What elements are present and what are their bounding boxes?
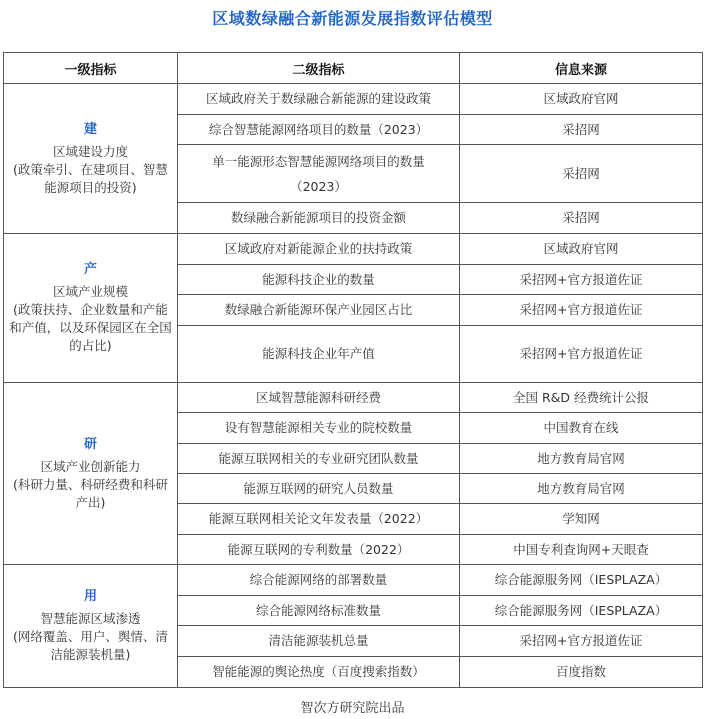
category-desc: (政策牵引、在建项目、智慧能源项目的投资)	[13, 161, 168, 195]
header-level1: 一级指标	[4, 53, 178, 84]
source-cell: 地方教育局官网	[460, 474, 703, 504]
indicator-cell: 能源科技企业的数量	[178, 265, 460, 295]
source-cell: 地方教育局官网	[460, 444, 703, 474]
source-cell: 学知网	[460, 504, 703, 535]
header-source: 信息来源	[460, 53, 703, 84]
indicator-cell: 综合能源网络标准数量	[178, 596, 460, 626]
category-letter: 建	[83, 121, 97, 137]
category-name: 区域产业规模	[52, 284, 128, 299]
source-cell: 中国教育在线	[460, 413, 703, 444]
category-desc: (科研力量、科研经费和科研产出)	[13, 476, 168, 510]
source-cell: 采招网	[460, 145, 703, 203]
indicator-cell: 单一能源形态智慧能源网络项目的数量（2023）	[178, 145, 460, 203]
category-letter: 研	[83, 436, 97, 452]
category-desc: (政策扶持、企业数量和产能和产值，以及环保园区在全国的占比)	[9, 302, 172, 353]
source-cell: 采招网	[460, 115, 703, 145]
indicator-cell: 能源互联网相关论文年发表量（2022）	[178, 504, 460, 535]
indicator-cell: 区域政府对新能源企业的扶持政策	[178, 234, 460, 265]
category-name: 区域产业创新能力	[40, 458, 141, 474]
table-row	[4, 234, 703, 265]
source-cell: 采招网+官方报道佐证	[460, 265, 703, 295]
indicator-cell: 综合能源网络的部署数量	[178, 565, 460, 596]
table-row	[4, 565, 703, 596]
indicator-cell: 区域政府关于数绿融合新能源的建设政策	[178, 84, 460, 115]
page-title: 区域数绿融合新能源发展指数评估模型	[212, 9, 493, 28]
indicator-cell: 数绿融合新能源项目的投资金额	[178, 203, 460, 234]
source-cell: 综合能源服务网（IESPLAZA）	[460, 565, 703, 596]
source-cell: 采招网+官方报道佐证	[460, 326, 703, 383]
source-cell: 中国专利查询网+天眼查	[460, 535, 703, 565]
indicator-cell: 能源互联网的研究人员数量	[178, 474, 460, 504]
category-research-cell	[4, 383, 178, 565]
source-cell: 区域政府官网	[460, 234, 703, 265]
table-row	[4, 383, 703, 413]
source-cell: 百度指数	[460, 657, 703, 688]
header-row	[4, 53, 703, 84]
indicator-cell: 区域智慧能源科研经费	[178, 383, 460, 413]
category-desc: (网络覆盖、用户、舆情、清洁能源装机量)	[13, 629, 168, 662]
indicator-cell: 设有智慧能源相关专业的院校数量	[178, 413, 460, 444]
indicator-cell: 能源科技企业年产值	[178, 326, 460, 383]
indicator-cell: 清洁能源装机总量	[178, 626, 460, 657]
source-cell: 采招网+官方报道佐证	[460, 295, 703, 326]
indicator-cell: 能源互联网相关的专业研究团队数量	[178, 444, 460, 474]
index-model-table	[3, 52, 703, 688]
indicator-cell: 能源互联网的专利数量（2022）	[178, 535, 460, 565]
source-cell: 区域政府官网	[460, 84, 703, 115]
indicator-cell: 数绿融合新能源环保产业园区占比	[178, 295, 460, 326]
category-usage-cell	[4, 565, 178, 688]
header-level2: 二级指标	[178, 53, 460, 84]
source-cell: 采招网+官方报道佐证	[460, 626, 703, 657]
source-cell: 综合能源服务网（IESPLAZA）	[460, 596, 703, 626]
source-cell: 全国 R&D 经费统计公报	[460, 383, 703, 413]
source-cell: 采招网	[460, 203, 703, 234]
category-letter: 用	[83, 589, 97, 604]
category-build-cell	[4, 84, 178, 234]
category-name: 智慧能源区域渗透	[40, 611, 141, 626]
category-name: 区域建设力度	[52, 143, 128, 159]
indicator-cell: 综合智慧能源网络项目的数量（2023）	[178, 115, 460, 145]
indicator-cell: 智能能源的舆论热度（百度搜索指数）	[178, 657, 460, 688]
category-letter: 产	[83, 262, 97, 277]
table-row	[4, 84, 703, 115]
footer-credit: 智次方研究院出品	[300, 701, 405, 716]
category-industry-cell	[4, 234, 178, 383]
